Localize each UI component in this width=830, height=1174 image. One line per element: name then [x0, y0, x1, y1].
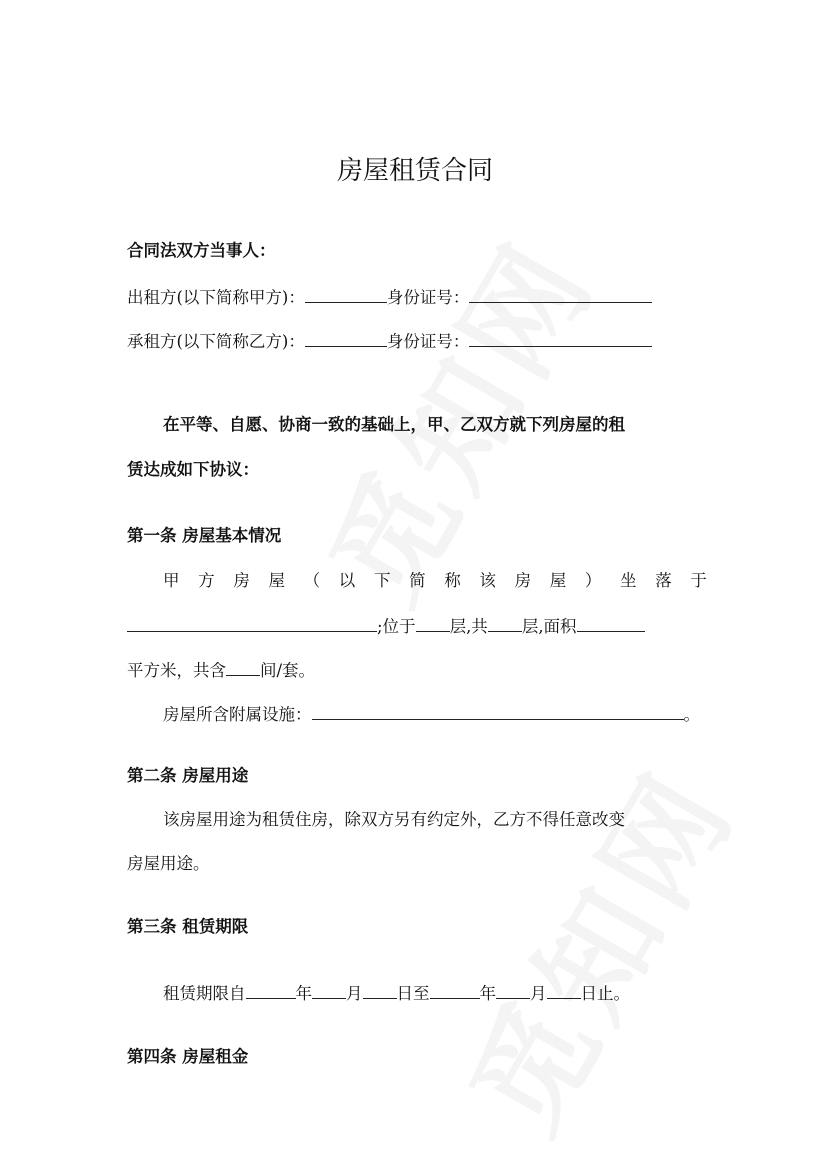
char: 房: [514, 571, 532, 590]
char: 甲: [163, 571, 180, 590]
char: ）: [584, 571, 602, 590]
char: 简: [409, 571, 426, 590]
end-day-blank[interactable]: [547, 982, 581, 999]
article-2-line-1: 该房屋用途为租赁住房，除双方另有约定外，乙方不得任意改变: [163, 810, 625, 829]
text: ;位于: [377, 617, 416, 636]
article-1-line-2: [127, 615, 707, 638]
article-4-heading: 第四条 房屋租金: [127, 1047, 249, 1066]
char: 以: [338, 571, 356, 590]
text: 租赁期限自: [163, 984, 246, 1003]
text: 层,共: [449, 617, 488, 636]
char: （: [303, 571, 321, 590]
lessor-line: [127, 286, 707, 309]
char: 落: [655, 571, 672, 590]
start-day-blank[interactable]: [363, 982, 397, 999]
article-2-heading: 第二条 房屋用途: [127, 766, 249, 785]
text: 。: [683, 705, 700, 724]
text: 平方米，共含: [127, 661, 226, 680]
total-floors-blank[interactable]: [488, 615, 522, 632]
char: 房: [233, 571, 250, 590]
char: 方: [198, 571, 215, 590]
end-year-blank[interactable]: [430, 982, 480, 999]
article-1-line-3: [127, 659, 707, 682]
lessor-label: 出租方(以下简称甲方)：: [127, 288, 305, 307]
text: 间/套。: [260, 661, 316, 680]
article-3-line: [127, 982, 743, 1005]
id-label: 身份证号：: [386, 288, 470, 307]
char: 下: [373, 571, 391, 590]
text: 日止。: [580, 984, 630, 1003]
char: 于: [690, 571, 707, 590]
start-year-blank[interactable]: [246, 982, 296, 999]
char: 坐: [620, 571, 637, 590]
char: 称: [444, 571, 461, 590]
char: 屋: [268, 571, 285, 590]
lessee-label: 承租方(以下简称乙方)：: [127, 332, 305, 351]
lessee-name-blank[interactable]: [305, 330, 387, 347]
start-month-blank[interactable]: [312, 982, 346, 999]
rooms-blank[interactable]: [226, 659, 260, 676]
article-1-heading: 第一条 房屋基本情况: [127, 526, 282, 545]
article-1-line-1: [127, 570, 707, 592]
article-3-heading: 第三条 租赁期限: [127, 917, 249, 936]
lessor-name-blank[interactable]: [305, 286, 387, 303]
char: 该: [479, 571, 496, 590]
text: 年: [295, 984, 312, 1003]
article-2-line-2: 房屋用途。: [127, 854, 210, 873]
area-blank[interactable]: [577, 615, 645, 632]
text: 房屋所含附属设施：: [163, 705, 312, 724]
text: 月: [346, 984, 363, 1003]
parties-heading: 合同法双方当事人：: [127, 241, 276, 260]
preamble-line-2: 赁达成如下协议：: [127, 460, 259, 479]
facilities-blank[interactable]: [312, 703, 684, 720]
lessee-id-blank[interactable]: [469, 330, 652, 347]
location-blank[interactable]: [127, 615, 377, 632]
preamble-line-1: 在平等、自愿、协商一致的基础上，甲、乙双方就下列房屋的租: [163, 415, 625, 434]
page-title: 房屋租赁合同: [336, 156, 493, 186]
text: 年: [479, 984, 496, 1003]
end-month-blank[interactable]: [496, 982, 530, 999]
lessee-line: [127, 330, 707, 353]
watermark: [423, 734, 767, 1158]
char: 屋: [549, 571, 567, 590]
text: 层,面积: [521, 617, 577, 636]
id-label: 身份证号：: [386, 332, 470, 351]
text: 日至: [396, 984, 430, 1003]
article-1-line-4: [127, 703, 743, 726]
floor-blank[interactable]: [416, 615, 450, 632]
text: 月: [530, 984, 547, 1003]
lessor-id-blank[interactable]: [469, 286, 652, 303]
